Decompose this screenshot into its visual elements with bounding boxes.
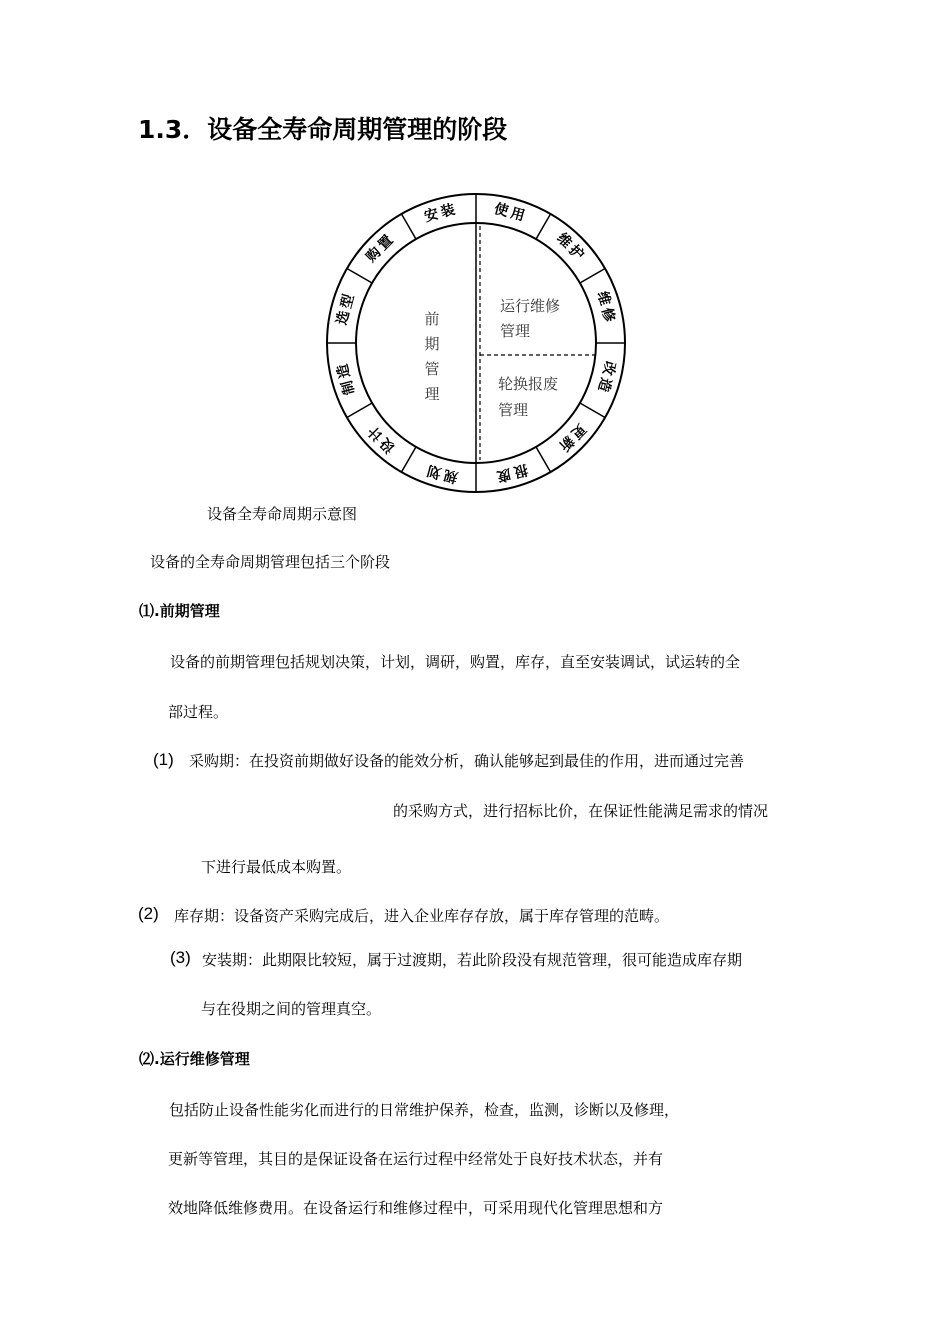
segment-divider — [580, 403, 605, 418]
paragraph-line: 包括防止设备性能劣化而进行的日常维护保养，检查，监测，诊断以及修理， — [169, 1101, 680, 1119]
item-text-line: 下进行最低成本购置。 — [201, 858, 352, 876]
item-number: (3) — [170, 948, 191, 967]
item-text-line: 与在役期之间的管理真空。 — [201, 1000, 382, 1018]
segment-label: 设计 — [363, 420, 399, 456]
item-text-line: 安装期：此期限比较短，属于过渡期，若此阶段没有规范管理，很可能造成库存期 — [202, 951, 743, 969]
right-top-label-line: 管理 — [500, 322, 531, 340]
segment-divider — [536, 447, 551, 472]
item-text-line: 库存期：设备资产采购完成后，进入企业库存存放，属于库存管理的范畴。 — [174, 907, 670, 925]
segment-divider — [580, 269, 605, 284]
segment-label: 维修 — [593, 289, 619, 327]
left-label-char: 管 — [424, 360, 440, 378]
segment-divider — [347, 403, 372, 418]
right-bottom-label-line: 轮换报废 — [498, 375, 559, 393]
paragraph-line: 效地降低维修费用。在设备运行和维修过程中，可采用现代化管理思想和方 — [168, 1199, 664, 1217]
segment-label: 维护 — [553, 230, 589, 266]
segment-label: 改造 — [593, 359, 619, 397]
right-top-stage-label — [500, 297, 560, 340]
segment-label: 选型 — [333, 289, 359, 327]
item-text-line: 的采购方式，进行招标比价，在保证性能满足需求的情况 — [393, 802, 769, 820]
segment-label: 更新 — [553, 420, 589, 456]
paragraph-line: 设备的前期管理包括规划决策，计划，调研，购置，库存，直至安装调试，试运转的全 — [170, 653, 741, 671]
section-title-maintenance: ⑵.运行维修管理 — [139, 1050, 250, 1068]
segment-label: 使用 — [492, 200, 530, 226]
segment-divider — [402, 214, 417, 239]
paragraph-line: 部过程。 — [168, 703, 229, 721]
left-label-char: 理 — [424, 385, 440, 403]
left-label-char: 前 — [424, 310, 440, 328]
right-bottom-label-line: 管理 — [498, 401, 529, 419]
segment-divider — [347, 269, 372, 284]
section-title-early: ⑴.前期管理 — [139, 602, 220, 620]
left-label-char: 期 — [424, 335, 440, 353]
right-top-label-line: 运行维修 — [500, 297, 561, 315]
paragraph-line: 更新等管理，其目的是保证设备在运行过程中经常处于良好技术状态，并有 — [168, 1150, 664, 1168]
right-bottom-stage-label — [498, 375, 558, 419]
segment-divider — [536, 214, 551, 239]
segment-label: 规划 — [422, 460, 460, 486]
lifecycle-diagram — [320, 190, 632, 502]
figure-caption: 设备全寿命周期示意图 — [207, 505, 358, 523]
left-stage-label — [424, 310, 439, 403]
segment-label: 购置 — [363, 230, 399, 266]
item-number: (2) — [138, 904, 159, 923]
item-number: (1) — [153, 750, 174, 769]
item-text-line: 采购期：在投资前期做好设备的能效分析，确认能够起到最佳的作用，进而通过完善 — [189, 752, 745, 770]
segment-label: 制造 — [333, 359, 359, 397]
intro-text: 设备的全寿命周期管理包括三个阶段 — [150, 553, 391, 571]
segment-divider — [402, 447, 417, 472]
page-title: 1.3．设备全寿命周期管理的阶段 — [138, 115, 508, 144]
segment-label: 安装 — [422, 200, 460, 226]
segment-label: 报废 — [492, 460, 530, 486]
